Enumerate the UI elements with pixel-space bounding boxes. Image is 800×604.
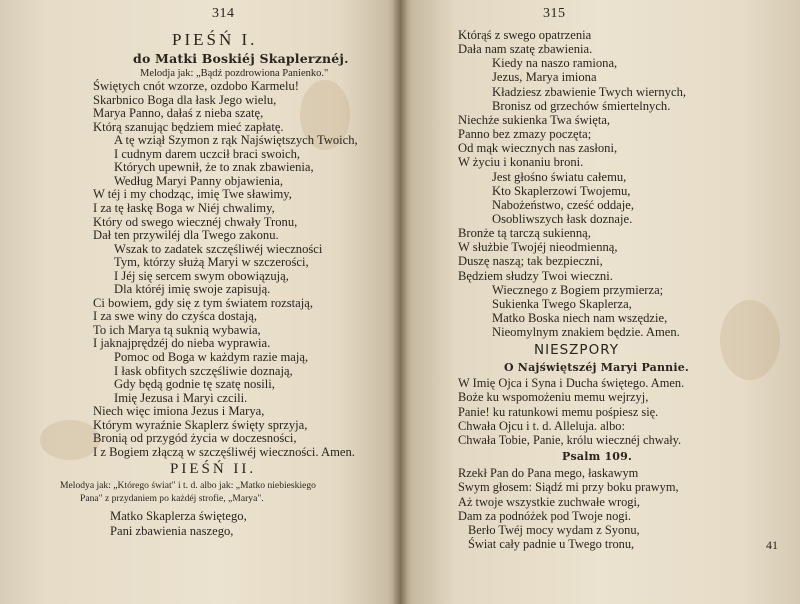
- verse-line: Dla któréj imię swoje zapisują.: [114, 282, 271, 297]
- psalm-title: Psalm 109.: [562, 449, 633, 463]
- psalm-line: Dam za podnóżek pod Twoje nogi.: [458, 508, 632, 523]
- psalm-line: Berło Twéj mocy wydam z Syonu,: [468, 523, 640, 538]
- prayer-line: Boże ku wspomożeniu memu wejrzyj,: [458, 390, 649, 405]
- verse-line: Matko Skaplerza świętego,: [110, 508, 247, 523]
- verse-line: Którąś z swego opatrzenia: [458, 28, 592, 42]
- paper-stain: [720, 300, 780, 380]
- verse-line: I jaknajprędzéj do nieba wyprawia.: [93, 336, 271, 351]
- song-1-subtitle: do Matki Boskiéj Skaplerznéj.: [133, 51, 349, 66]
- verse-line: Duszę naszą; tak bezpieczni,: [458, 254, 603, 269]
- verse-line: W téj i my chodząc, imię Twe sławimy,: [93, 187, 292, 202]
- verse-line: I z Bogiem złączą w szczęśliwéj wieczności. Amen.: [93, 444, 355, 459]
- verse-line: A tę wziął Szymon z rąk Najświętszych Twoich,: [114, 133, 358, 148]
- verse-line: Imię Jezusa i Maryi czcili.: [114, 390, 248, 405]
- verse-line: Matko Boska niech nam wszędzie,: [492, 311, 668, 325]
- song-2-melody-line-1: Melodya jak: „Którego świat" i t. d. albo jak: „Matko niebieskiego: [60, 479, 316, 491]
- verse-line: Pomoc od Boga w każdym razie mają,: [114, 350, 309, 364]
- verse-line: Bronią od przygód życia w doczesności,: [93, 431, 297, 446]
- verse-line: Marya Panno, dałaś z nieba szatę,: [93, 106, 264, 121]
- verse-line: Sukienka Twego Skaplerza,: [492, 296, 632, 311]
- verse-line: Niechże sukienka Twa święta,: [458, 112, 611, 127]
- prayer-line: Chwała Ojcu i t. d. Alleluja. albo:: [458, 418, 625, 433]
- verse-line: Kto Skaplerzowi Twojemu,: [492, 183, 631, 198]
- song-2-melody-line-2: Pana" z przydaniem po każdéj strofie, „Marya".: [80, 492, 264, 504]
- verse-line: I za swe winy do czyśca dostają,: [93, 309, 258, 324]
- verse-line: Wszak to zadatek szczęśliwéj wieczności: [114, 241, 323, 256]
- verse-line: I Jéj się sercem swym obowiązują,: [114, 268, 289, 283]
- verse-line: Którą szanując będziem mieć zapłatę.: [93, 119, 284, 134]
- verse-line: Panno bez zmazy poczęta;: [458, 127, 592, 142]
- verse-line: Dał ten przywiléj dla Twego zakonu.: [93, 228, 279, 243]
- prayer-line: W Imię Ojca i Syna i Ducha świętego. Amen.: [458, 376, 685, 391]
- paper-stain: [40, 420, 100, 460]
- page-number: 314: [212, 6, 235, 21]
- song-1-title: PIEŚŃ I.: [172, 30, 258, 49]
- verse-line: Będziem słudzy Twoi wieczni.: [458, 268, 613, 283]
- verse-line: Bronisz od grzechów śmiertelnych.: [492, 98, 671, 113]
- verse-line: Osobliwszych łask doznaje.: [492, 211, 633, 226]
- song-1-melody: Melodja jak: „Bądź pozdrowiona Panienko.": [140, 68, 329, 79]
- verse-line: Nieomylnym znakiem będzie. Amen.: [492, 325, 680, 340]
- verse-line: Jest głośno światu całemu,: [492, 169, 627, 184]
- verse-line: W służbie Twojéj nieodmienną,: [458, 240, 618, 255]
- psalm-line: Aż twoje wszystkie zuchwałe wrogi,: [458, 494, 641, 509]
- vespers-subtitle: O Najświętszéj Maryi Pannie.: [504, 361, 689, 375]
- verse-line: Od mąk wiecznych nas zasłoni,: [458, 141, 618, 156]
- book-gutter: [392, 0, 408, 604]
- verse-line: Skarbnico Boga dla łask Jego wielu,: [93, 92, 277, 107]
- verse-line: I łask obfitych szczęśliwie doznają,: [114, 363, 293, 378]
- psalm-line: Rzekł Pan do Pana mego, łaskawym: [458, 465, 639, 480]
- verse-line: Niech więc imiona Jezus i Marya,: [93, 404, 265, 419]
- prayer-line: Panie! ku ratunkowi memu pośpiesz się.: [458, 404, 659, 419]
- right-page: [400, 0, 800, 604]
- verse-line: Pani zbawienia naszego,: [110, 523, 234, 538]
- verse-line: Wiecznego z Bogiem przymierza;: [492, 282, 664, 297]
- song-2-title: PIEŚŃ II.: [170, 460, 257, 477]
- page-number: 315: [543, 6, 566, 21]
- verse-line: Kładziesz zbawienie Twych wiernych,: [492, 84, 687, 99]
- verse-line: Ci bowiem, gdy się z tym światem rozstają,: [93, 295, 313, 310]
- psalm-line: Świat cały padnie u Twego tronu,: [468, 537, 635, 552]
- verse-line: Według Maryi Panny objawienia,: [114, 173, 283, 188]
- signature-mark: 41: [766, 538, 778, 553]
- prayer-line: Chwała Tobie, Panie, królu wiecznéj chwały.: [458, 432, 682, 447]
- verse-line: Świętych cnót wzorze, ozdobo Karmelu!: [93, 79, 299, 93]
- verse-line: Bronże tą tarczą sukienną,: [458, 226, 591, 241]
- verse-line: Który od swego wiecznéj chwały Tronu,: [93, 214, 298, 229]
- verse-line: Którym wyraźnie Skaplerz święty sprzyja,: [93, 417, 308, 432]
- verse-line: To ich Marya tą suknią wybawia,: [93, 322, 261, 337]
- verse-line: Kiedy na naszo ramiona,: [492, 56, 618, 71]
- verse-line: Tym, którzy służą Maryi w szczerości,: [114, 255, 309, 270]
- verse-line: Nabożeństwo, cześć oddaje,: [492, 197, 634, 212]
- verse-line: Których upewnił, że to znak zbawienia,: [114, 160, 314, 175]
- verse-line: I za tę łaskę Boga w Niéj chwalimy,: [93, 200, 275, 215]
- vespers-title: NIESZPORY: [534, 342, 619, 359]
- verse-line: I cudnym darem uczcił braci swoich,: [114, 146, 301, 161]
- verse-line: Dała nam szatę zbawienia.: [458, 42, 593, 57]
- verse-line: Gdy będą godnie tę szatę nosili,: [114, 377, 275, 392]
- verse-line: Jezus, Marya imiona: [492, 70, 597, 85]
- psalm-line: Swym głosem: Siądź mi przy boku prawym,: [458, 480, 679, 495]
- verse-line: W życiu i konaniu broni.: [458, 155, 584, 170]
